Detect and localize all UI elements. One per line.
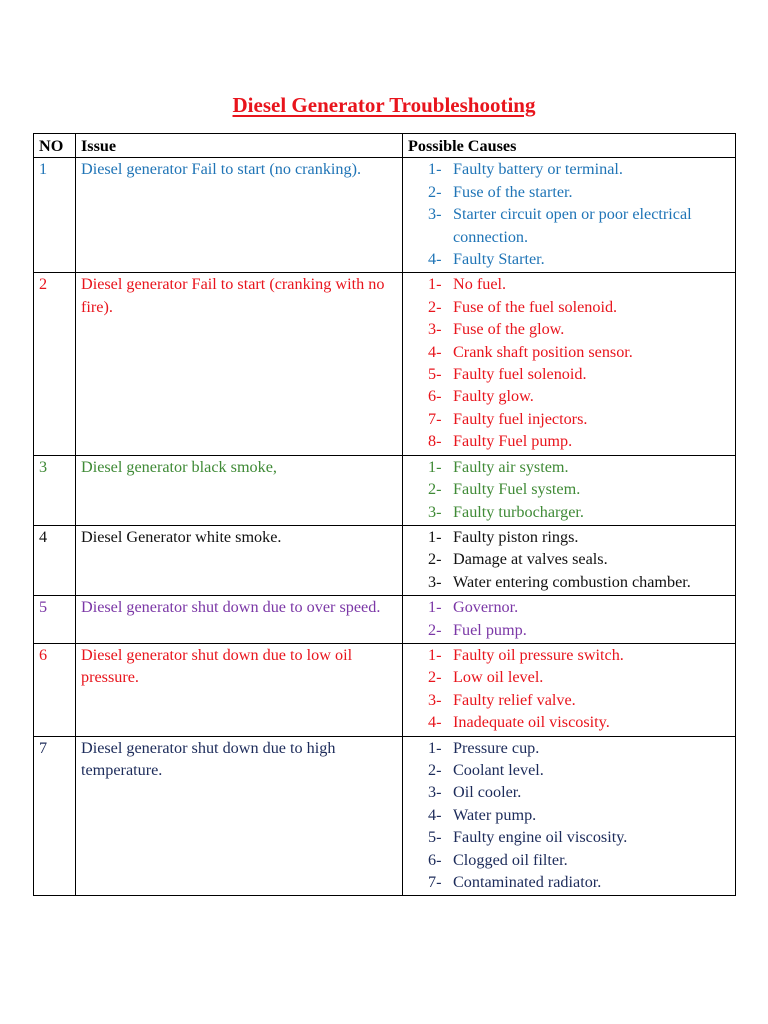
cause-text: Faulty fuel injectors. — [453, 409, 588, 428]
cause-number: 2- — [428, 760, 442, 779]
troubleshooting-table — [33, 133, 736, 896]
cause-item — [428, 296, 730, 318]
document-title: Diesel Generator Troubleshooting — [232, 93, 536, 117]
cause-text: Fuse of the glow. — [453, 320, 565, 339]
cause-number: 4- — [428, 713, 442, 732]
row-number: 3 — [34, 455, 76, 525]
cause-item — [428, 478, 730, 500]
cause-item — [428, 849, 730, 871]
table-row — [34, 158, 736, 273]
cause-number: 1- — [428, 738, 442, 757]
issue-cell: Diesel generator Fail to start (no cranking). — [76, 158, 403, 273]
cause-number: 1- — [428, 598, 442, 617]
issue-cell: Diesel Generator white smoke. — [76, 525, 403, 595]
row-number: 7 — [34, 736, 76, 896]
cause-number: 5- — [428, 828, 442, 847]
cause-text: Faulty battery or terminal. — [453, 160, 623, 179]
cause-text: Fuse of the starter. — [453, 182, 573, 201]
cause-text: Clogged oil filter. — [453, 850, 568, 869]
cause-text: Low oil level. — [453, 668, 544, 687]
cause-text: Faulty Fuel system. — [453, 480, 581, 499]
cause-text: Faulty engine oil viscosity. — [453, 828, 628, 847]
cause-text: Faulty fuel solenoid. — [453, 365, 587, 384]
possible-causes-cell — [403, 736, 736, 896]
cause-item — [428, 596, 730, 618]
table-row — [34, 736, 736, 896]
cause-text: Inadequate oil viscosity. — [453, 713, 610, 732]
row-number: 6 — [34, 643, 76, 736]
table-row — [34, 596, 736, 644]
cause-text: Faulty Starter. — [453, 250, 545, 269]
cause-text: Faulty air system. — [453, 457, 569, 476]
causes-list — [408, 596, 730, 641]
cause-number: 7- — [428, 409, 442, 428]
header-issue: Issue — [76, 134, 403, 158]
cause-item — [428, 619, 730, 641]
cause-number: 4- — [428, 805, 442, 824]
cause-number: 1- — [428, 645, 442, 664]
row-number: 5 — [34, 596, 76, 644]
cause-number: 6- — [428, 387, 442, 406]
cause-item — [428, 408, 730, 430]
cause-item — [428, 666, 730, 688]
cause-number: 3- — [428, 502, 442, 521]
cause-item — [428, 737, 730, 759]
cause-number: 2- — [428, 668, 442, 687]
possible-causes-cell — [403, 158, 736, 273]
cause-number: 2- — [428, 620, 442, 639]
cause-text: Water entering combustion chamber. — [453, 572, 691, 591]
cause-number: 8- — [428, 432, 442, 451]
table-row — [34, 455, 736, 525]
cause-item — [428, 341, 730, 363]
cause-item — [428, 203, 730, 248]
cause-item — [428, 456, 730, 478]
cause-number: 3- — [428, 572, 442, 591]
causes-list — [408, 737, 730, 894]
cause-text: Coolant level. — [453, 760, 544, 779]
possible-causes-cell — [403, 273, 736, 455]
cause-item — [428, 248, 730, 270]
cause-item — [428, 385, 730, 407]
cause-text: Faulty Fuel pump. — [453, 432, 573, 451]
cause-text: Fuel pump. — [453, 620, 527, 639]
causes-list — [408, 456, 730, 523]
cause-text: Crank shaft position sensor. — [453, 342, 633, 361]
cause-number: 3- — [428, 205, 442, 224]
row-number: 2 — [34, 273, 76, 455]
cause-number: 3- — [428, 320, 442, 339]
cause-item — [428, 501, 730, 523]
cause-text: Contaminated radiator. — [453, 873, 602, 891]
cause-item — [428, 689, 730, 711]
issue-cell: Diesel generator shut down due to over speed. — [76, 596, 403, 644]
cause-item — [428, 571, 730, 593]
table-row — [34, 643, 736, 736]
cause-text: Faulty glow. — [453, 387, 534, 406]
cause-number: 1- — [428, 160, 442, 179]
cause-number: 4- — [428, 250, 442, 269]
cause-number: 6- — [428, 850, 442, 869]
cause-item — [428, 804, 730, 826]
cause-number: 2- — [428, 480, 442, 499]
causes-list — [408, 526, 730, 593]
possible-causes-cell — [403, 525, 736, 595]
table-row — [34, 273, 736, 455]
cause-number: 4- — [428, 342, 442, 361]
cause-text: Water pump. — [453, 805, 537, 824]
causes-list — [408, 644, 730, 734]
cause-number: 1- — [428, 527, 442, 546]
cause-number: 3- — [428, 783, 442, 802]
cause-number: 2- — [428, 182, 442, 201]
cause-number: 2- — [428, 550, 442, 569]
table-row — [34, 525, 736, 595]
issue-cell: Diesel generator Fail to start (cranking with no fire). — [76, 273, 403, 455]
cause-text: Fuse of the fuel solenoid. — [453, 297, 618, 316]
cause-text: Faulty relief valve. — [453, 690, 576, 709]
issue-cell: Diesel generator shut down due to high temperature. — [76, 736, 403, 896]
header-no: NO — [34, 134, 76, 158]
cause-text: Faulty turbocharger. — [453, 502, 584, 521]
cause-item — [428, 644, 730, 666]
possible-causes-cell — [403, 455, 736, 525]
cause-item — [428, 548, 730, 570]
cause-number: 1- — [428, 275, 442, 294]
issue-cell: Diesel generator shut down due to low oil pressure. — [76, 643, 403, 736]
cause-item — [428, 430, 730, 452]
possible-causes-cell — [403, 643, 736, 736]
cause-item — [428, 711, 730, 733]
causes-list — [408, 158, 730, 270]
cause-item — [428, 526, 730, 548]
issue-cell: Diesel generator black smoke, — [76, 455, 403, 525]
table-header-row — [34, 134, 736, 158]
causes-list — [408, 273, 730, 452]
table-body — [34, 158, 736, 896]
cause-text: Starter circuit open or poor electrical connection. — [453, 205, 692, 246]
cause-item — [428, 363, 730, 385]
cause-item — [428, 181, 730, 203]
header-possible-causes: Possible Causes — [403, 134, 736, 158]
cause-text: No fuel. — [453, 275, 507, 294]
cause-number: 1- — [428, 457, 442, 476]
cause-item — [428, 318, 730, 340]
cause-text: Damage at valves seals. — [453, 550, 608, 569]
cause-number: 2- — [428, 297, 442, 316]
cause-text: Faulty oil pressure switch. — [453, 645, 624, 664]
possible-causes-cell — [403, 596, 736, 644]
cause-text: Oil cooler. — [453, 783, 522, 802]
cause-item — [428, 158, 730, 180]
row-number: 4 — [34, 525, 76, 595]
cause-item — [428, 759, 730, 781]
cause-text: Governor. — [453, 598, 519, 617]
cause-number: 7- — [428, 873, 442, 891]
cause-item — [428, 781, 730, 803]
cause-item — [428, 871, 730, 893]
cause-text: Pressure cup. — [453, 738, 540, 757]
cause-number: 3- — [428, 690, 442, 709]
cause-number: 5- — [428, 365, 442, 384]
row-number: 1 — [34, 158, 76, 273]
cause-text: Faulty piston rings. — [453, 527, 579, 546]
cause-item — [428, 826, 730, 848]
cause-item — [428, 273, 730, 295]
